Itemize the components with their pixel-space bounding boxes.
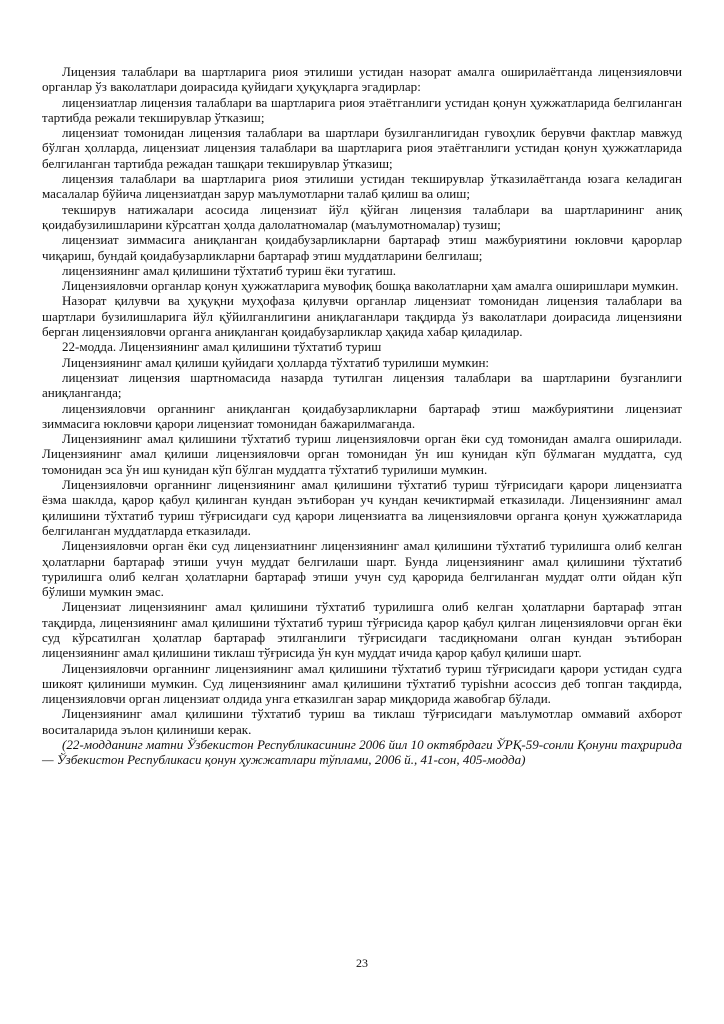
paragraph-14: Лицензиянинг амал қилишини тўхтатиб туриш лицензияловчи орган ёки суд томонидан амалга оширилади. Лицензиянинг амал қилиши лицензияловчи орган томонидан ўн иш кунидан кўп бўлмаган муддатга, суд томонидан эса ўн иш кунидан кўп бўлган муддатга тўхтатиб турилиши мумкин. — [42, 431, 682, 477]
paragraph-3: лицензиат томонидан лицензия талаблари ва шартлари бузилганлигидан гувоҳлик берувчи фактлар мавжуд бўлган ҳолларда, лицензиат лицензия талаблари ва шартларига риоя этаётганлиги устидан қонун ҳужжатларида белгиланган тартибда режадан ташқари текширувлар ўтказиш; — [42, 125, 682, 171]
paragraph-16: Лицензияловчи орган ёки суд лицензиатнинг лицензиянинг амал қилишини тўхтатиб турилишга олиб келган ҳолатларни бартараф этиши учун муддат белгилаши шарт. Бунда лицензиянинг амал қилишини тўхтатиб турилишга олиб келган ҳолатларни бартараф этиши учун суд қарорида белгиланган муддат олти ойдан кўп бўлиши мумкин эмас. — [42, 538, 682, 600]
paragraph-8: Лицензияловчи органлар қонун ҳужжатларига мувофиқ бошқа ваколатларни ҳам амалга оширишлари мумкин. — [62, 278, 679, 294]
paragraph-5: текширув натижалари асосида лицензиат йўл қўйган лицензия талаблари ва шартларининг аниқ қоидабузилишларини кўрсатган ҳолда далолатномалар (маълумотномалар) тузиш; — [42, 201, 682, 232]
paragraph-9: Назорат қилувчи ва ҳуқуқни муҳофаза қилувчи органлар лицензиат томонидан лицензия талаблари ва шартлари бузилишларига йўл қўйилганлигини аниқлаганлари тақдирда ўз ваколатлари доирасида лицензияни берган лицензияловчи органга аниқланган қоидабузарликлар ҳақида хабар қиладилар. — [42, 293, 682, 340]
paragraph-13: лицензияловчи органнинг аниқланган қоидабузарликларни бартараф этиш мажбуриятини лицензиат зиммасига юкловчи қарори лицензиат томонидан бажарилмаганда. — [42, 400, 682, 431]
editorial-footnote: (22-модданинг матни Ўзбекистон Республикасининг 2006 йил 10 октябрдаги ЎРҚ-59-сонли Қонуни таҳририда — Ўзбекистон Республикаси қонун ҳужжатлари тўплами, 2006 й., 41-сон, 405-модда) — [42, 737, 682, 768]
paragraph-17: Лицензиат лицензиянинг амал қилишини тўхтатиб турилишга олиб келган ҳолатларни бартараф этган тақдирда, лицензиянинг амал қилишини тўхтатиб туриш тўғрисида қарор қабул қилган лицензияловчи орган ёки суд кўрсатилган ҳолатлар бартараф этилганлиги тўғрисидаги тасдиқномани олган кундан эътиборан лицензиянинг амал қилишини тиклаш тўғрисида ўн кун муддат ичида қарор қабул қилиши шарт. — [42, 599, 682, 661]
document-body — [42, 64, 682, 768]
article-heading: 22-модда. Лицензиянинг амал қилишини тўхтатиб туриш — [62, 339, 382, 355]
paragraph-1: Лицензия талаблари ва шартларига риоя этилиши устидан назорат амалга оширилаётганда лицензияловчи органлар ўз ваколатлари доирасида қуйидаги ҳуқуқларга эгадирлар: — [42, 64, 682, 95]
paragraph-15: Лицензияловчи органнинг лицензиянинг амал қилишини тўхтатиб туриш тўғрисидаги қарори лицензиатга ёзма шаклда, қарор қабул қилинган кундан эътиборан уч кундан кечиктирмай етказилади. Лицензиянинг амал қилишини тўхтатиб туриш тўғрисидаги суд қарори лицензиатга ва лицензияловчи органга қонун ҳужжатларида белгиланган муддатларда етказилади. — [42, 477, 682, 538]
page-number: 23 — [356, 956, 368, 970]
paragraph-6: лицензиат зиммасига аниқланган қоидабузарликларни бартараф этиш мажбуриятини юкловчи қарорлар чиқариш, бундай қоидабузарликларни бартараф этиш муддатларини белгилаш; — [42, 232, 682, 263]
paragraph-12: лицензиат лицензия шартномасида назарда тутилган лицензия талаблари ва шартларини бузганлиги аниқланганда; — [42, 369, 682, 401]
paragraph-19: Лицензиянинг амал қилишини тўхтатиб туриш ва тиклаш тўғрисидаги маълумотлар оммавий ахборот воситаларида эълон қилиниши керак. — [42, 706, 682, 737]
paragraph-7: лицензиянинг амал қилишини тўхтатиб туриш ёки тугатиш. — [62, 262, 397, 278]
paragraph-4: лицензия талаблари ва шартларига риоя этилиши устидан текширувлар ўтказилаётганда юзага келадиган масалалар бўйича лицензиатдан зарур маълумотларни талаб қилиш ва олиш; — [42, 171, 682, 202]
paragraph-18: Лицензияловчи органнинг лицензиянинг амал қилишини тўхтатиб туриш тўғрисидаги қарори устидан судга шикоят қилиниши мумкин. Суд лицензиянинг амал қилишини тўхтатиб турishни асоссиз деб топган тақдирда, лицензияловчи орган лицензиат олдида унга етказилган зарар миқдорида жавобгар бўлади. — [42, 660, 682, 707]
paragraph-2: лицензиатлар лицензия талаблари ва шартларига риоя этаётганлиги устидан қонун ҳужжатларида белгиланган тартибда режали текширувлар ўтказиш; — [42, 94, 682, 125]
paragraph-11: Лицензиянинг амал қилиши қуйидаги ҳолларда тўхтатиб турилиши мумкин: — [62, 354, 490, 370]
